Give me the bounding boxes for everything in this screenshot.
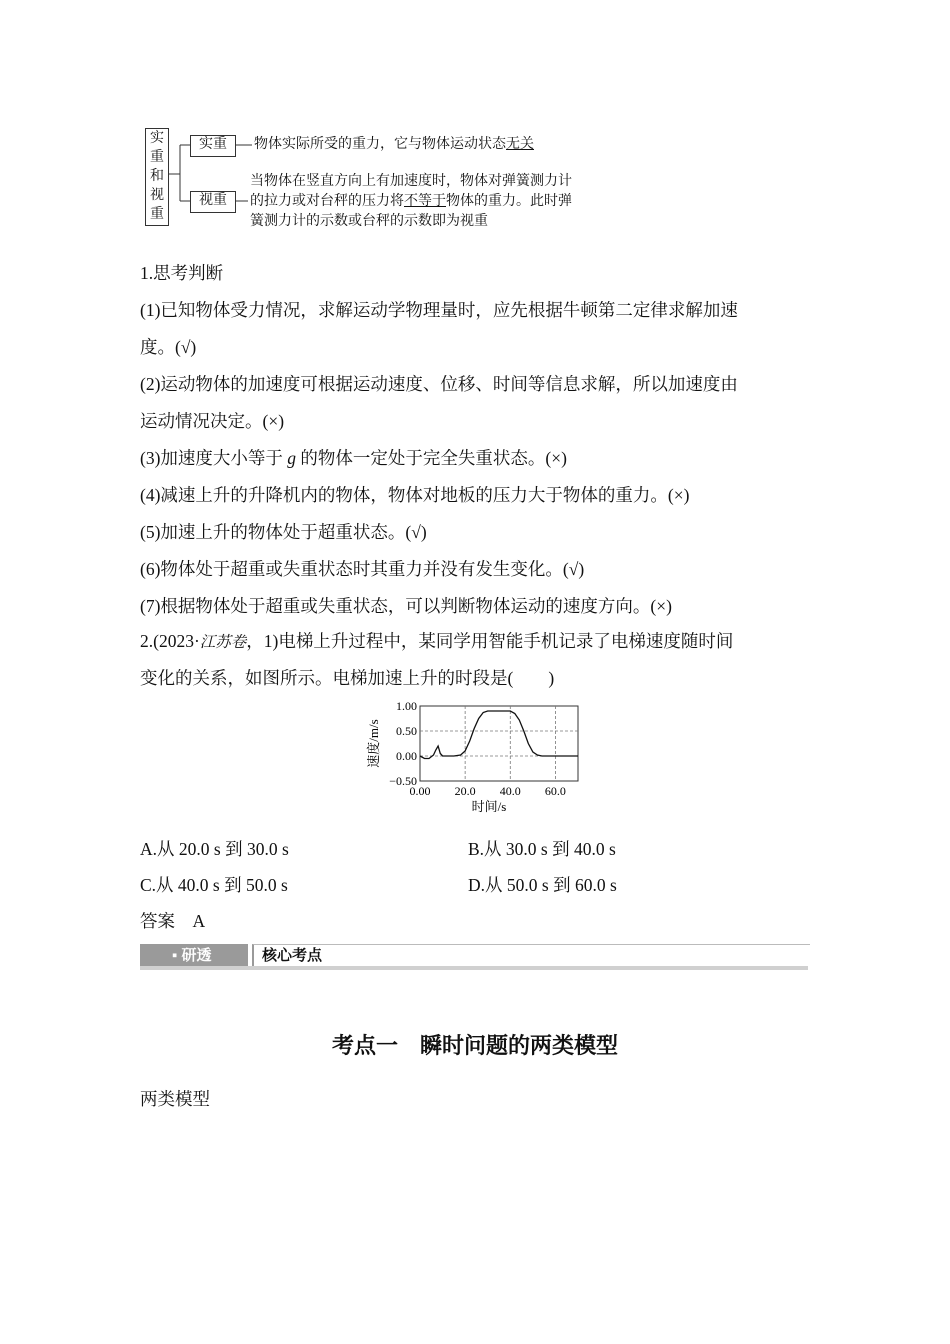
x-tick-label: 0.00 (409, 784, 431, 798)
plot-frame (420, 706, 578, 781)
branch-desc-real-weight: 物体实际所受的重力，它与物体运动状态无关 (254, 137, 534, 152)
branch-label-apparent-weight: 视重 (190, 191, 236, 213)
y-tick-label: 1.00 (396, 699, 417, 713)
option-c: C.从 40.0 s 到 50.0 s (140, 875, 288, 895)
root-char: 重 (150, 150, 164, 165)
series-line-velocity (420, 711, 578, 759)
judgement-item-4: (4)减速上升的升降机内的物体，物体对地板的压力大于物体的重力。(×) (140, 485, 690, 505)
section-banner-left: ▪ 研透 (140, 944, 248, 968)
section-banner-right: 核心考点 (252, 944, 810, 967)
velocity-time-chart (360, 694, 600, 824)
root-char: 重 (150, 207, 164, 222)
judgement-item-3: (3)加速度大小等于 g 的物体一定处于完全失重状态。(×) (140, 448, 567, 468)
section-title: 1.思考判断 (140, 263, 224, 283)
judgement-item-2a: (2)运动物体的加速度可根据运动速度、位移、时间等信息求解，所以加速度由 (140, 374, 738, 394)
x-tick-label: 40.0 (499, 784, 521, 798)
judgement-item-5: (5)加速上升的物体处于超重状态。(√) (140, 522, 427, 542)
x-axis-label: 时间/s (471, 799, 507, 814)
section-banner-underline (140, 966, 808, 970)
answer: 答案 A (140, 911, 206, 931)
y-axis-label: 速度/m/s (366, 719, 381, 768)
option-d: D.从 50.0 s 到 60.0 s (468, 875, 617, 895)
y-tick-label: −0.50 (389, 774, 417, 788)
judgement-item-6: (6)物体处于超重或失重状态时其重力并没有发生变化。(√) (140, 559, 585, 579)
judgement-item-1a: (1)已知物体受力情况，求解运动学物理量时，应先根据牛顿第二定律求解加速 (140, 300, 738, 320)
branch-desc-apparent-weight: 当物体在竖直方向上有加速度时，物体对弹簧测力计 的拉力或对台秤的压力将不等于物体的重力。此时弹 簧测力计的示数或台秤的示数即为视重 (250, 174, 572, 229)
x-tick-label: 60.0 (544, 784, 566, 798)
judgement-item-1b: 度。(√) (140, 337, 197, 357)
y-tick-label: 0.00 (396, 749, 417, 763)
root-char: 视 (150, 188, 164, 203)
judgement-item-7: (7)根据物体处于超重或失重状态，可以判断物体运动的速度方向。(×) (140, 596, 672, 616)
topic-heading: 考点一 瞬时问题的两类模型 (331, 1034, 618, 1059)
subheading: 两类模型 (140, 1090, 210, 1110)
root-char: 和 (150, 169, 164, 184)
question-source: 江苏卷 (199, 634, 247, 651)
judgement-item-2b: 运动情况决定。(×) (140, 411, 285, 431)
root-box-vertical (145, 128, 169, 226)
x-tick-label: 20.0 (454, 784, 476, 798)
y-tick-label: 0.50 (396, 724, 417, 738)
option-b: B.从 30.0 s 到 40.0 s (468, 839, 616, 859)
root-char: 实 (150, 131, 164, 146)
option-a: A.从 20.0 s 到 30.0 s (140, 839, 289, 859)
question-2-line-1: 2.(2023·江苏卷，1)电梯上升过程中，某同学用智能手机记录了电梯速度随时间 (140, 631, 734, 651)
g-symbol: g (287, 448, 297, 468)
branch-label-real-weight: 实重 (190, 135, 236, 157)
question-2-line-2: 变化的关系，如图所示。电梯加速上升的时段是( ) (140, 668, 555, 688)
